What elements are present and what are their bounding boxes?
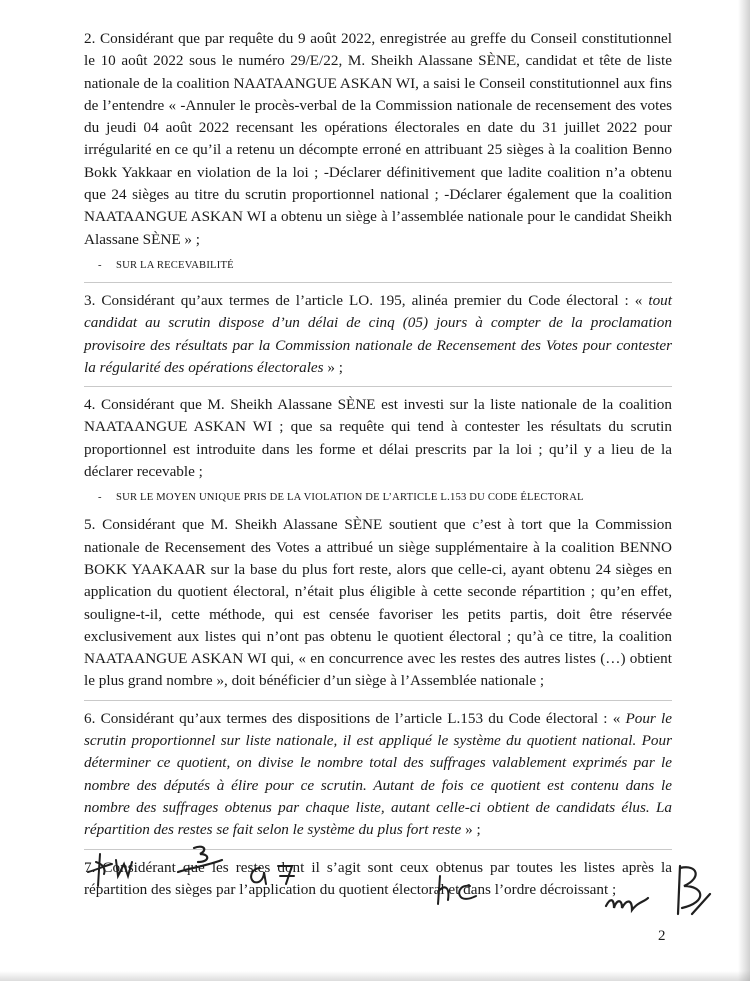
section-heading-recevabilite: [98, 258, 672, 274]
signature-initials-5: [600, 858, 720, 932]
paragraph-6-end: » ;: [461, 821, 481, 839]
signature-initials-3: [244, 854, 306, 896]
paragraph-6-quote: Pour le scrutin proportionnel sur liste nationale, il est appliqué le système du quotient national. Pour déterminer ce quotient, on divise le nombre total des suffrages valablement exprimés par le nombre des députés à élire pour ce scrutin. Autant de fois ce quotient est contenu dans le nombre des suffrages obtenus par chaque liste, autant celle-ci obtient de candidats élus. La répartition des restes se fait selon le système du plus fort reste: [84, 709, 672, 839]
divider: [84, 386, 672, 387]
signature-initials-1: [82, 842, 152, 890]
heading-text: SUR LA RECEVABILITÉ: [116, 259, 234, 271]
heading-text: SUR LE MOYEN UNIQUE PRIS DE LA VIOLATION DE L’ARTICLE L.153 DU CODE ÉLECTORAL: [116, 492, 584, 504]
document-body: [84, 28, 672, 908]
page-number: 2: [658, 928, 666, 944]
bullet-dash: -: [98, 492, 102, 504]
paragraph-3-intro: 3. Considérant qu’aux termes de l’article LO. 195, alinéa premier du Code électoral : «: [84, 291, 649, 309]
paragraph-7: 7. Considérant que les restes dont il s’agit sont ceux obtenus par toutes les listes après la répartition des sièges par l’application du quotient électoral et dans l’ordre décroissant ;: [84, 858, 672, 898]
paragraph-2: 2. Considérant que par requête du 9 août 2022, enregistrée au greffe du Conseil constitutionnel le 10 août 2022 sous le numéro 29/E/22, M. Sheikh Alassane SÈNE, candidat et tête de liste nationale de la coalition NAATAANGUE ASKAN WI, a saisi le Conseil constitutionnel aux fins de l’entendre « -Annuler le procès-verbal de la Commission nationale de recensement des votes du jeudi 04 août 2022 recensant les opérations électorales en date du 31 juillet 2022 pour irrégularité en ce qu’il a retenu un décompte erroné en attribuant 25 sièges à la coalition Benno Bokk Yakkaar en violation de la loi ; -Déclarer définitivement que ladite coalition n’a obtenu que 24 sièges au titre du scrutin proportionnel national ; -Déclarer également que la coalition NAATAANGUE ASKAN WI a obtenu un siège à l’assemblée nationale pour le candidat Sheikh Alassane SÈNE » ;: [84, 30, 672, 248]
paragraph-3: [84, 290, 672, 379]
paragraph-4: 4. Considérant que M. Sheikh Alassane SÈNE est investi sur la liste nationale de la coalition NAATAANGUE ASKAN WI ; que sa requête qui tend à contester les résultats du scrutin proportionnel est introduite dans les forme et délai prescrits par la loi ; qu’il y a lieu de la déclarer recevable ;: [84, 396, 672, 481]
divider: [84, 700, 672, 701]
section-heading-moyen: [98, 490, 672, 506]
signature-initials-4: [430, 870, 486, 910]
paragraph-3-quote: tout candidat au scrutin dispose d’un délai de cinq (05) jours à compter de la proclamation provisoire des résultats par la Commission nationale de Recensement des Votes pour contester la régularité des opérations électorales: [84, 291, 672, 376]
scan-shadow-bottom: [0, 971, 750, 981]
divider: [84, 282, 672, 283]
scan-shadow-right: [738, 0, 750, 981]
paragraph-3-end: » ;: [323, 358, 344, 376]
paragraph-6-intro: 6. Considérant qu’aux termes des dispositions de l’article L.153 du Code électoral : «: [84, 709, 626, 727]
signature-initials-2: [170, 838, 232, 882]
paragraph-5: 5. Considérant que M. Sheikh Alassane SÈNE soutient que c’est à tort que la Commission nationale de Recensement des Votes a attribué un siège supplémentaire à la coalition BENNO BOKK YAAKAAR sur la base du plus fort reste, alors que celle-ci, ayant obtenu 24 sièges en application du quotient électoral, n’était plus éligible à cette seconde répartition ; qu’en effet, souligne-t-il, cette méthode, qui est censée favoriser les petits partis, doit être réservée exclusivement aux listes qui n’ont pas obtenu le quotient électoral ; qu’à ce titre, la coalition NAATAANGUE ASKAN WI qui, « en concurrence avec les restes des autres listes (…) obtient le plus grand nombre », doit bénéficier d’un siège à l’Assemblée nationale ;: [84, 516, 672, 690]
bullet-dash: -: [98, 259, 102, 271]
paragraph-6: [84, 708, 672, 842]
